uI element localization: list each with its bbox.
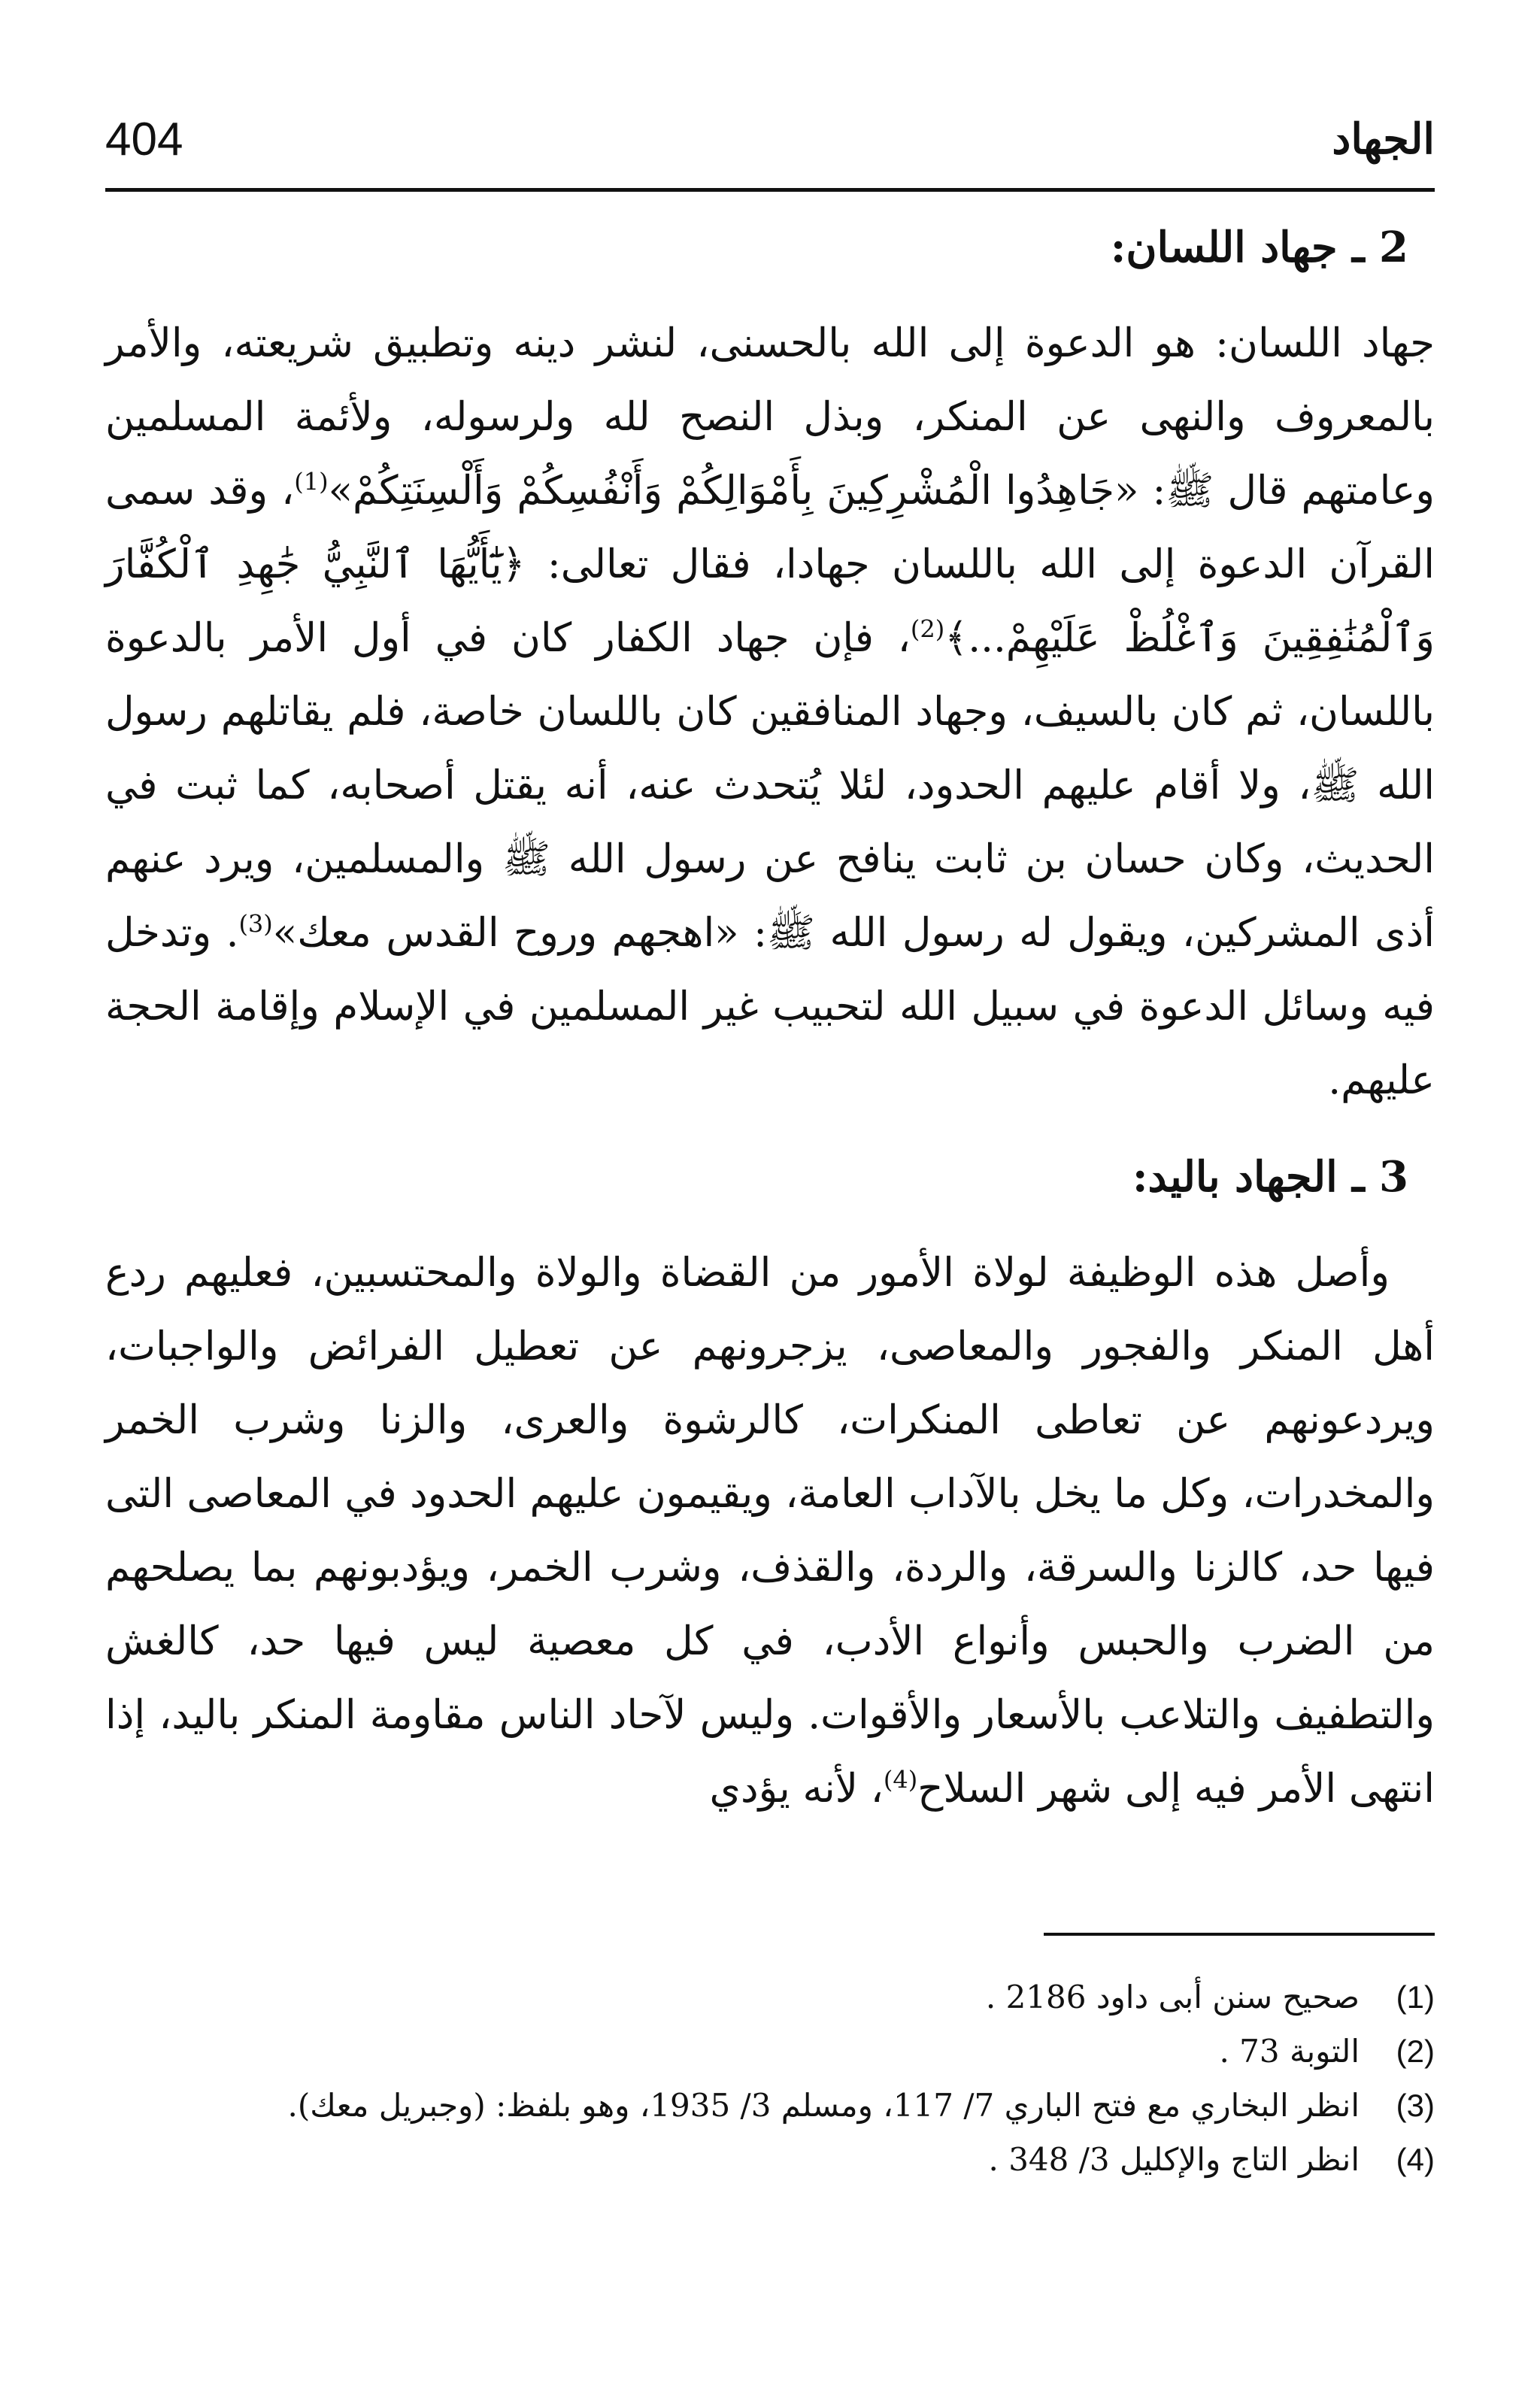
running-title: الجهاد bbox=[1332, 114, 1435, 164]
footnotes bbox=[105, 1970, 1435, 2187]
paragraph-tongue-jihad bbox=[105, 307, 1435, 1118]
footnote-number: (3) bbox=[1396, 2088, 1435, 2123]
footnote-ref: (3) bbox=[238, 909, 273, 939]
footnote-divider bbox=[1044, 1933, 1435, 1936]
text-run: جهاد اللسان: هو الدعوة إلى الله بالحسنى، لنشر دينه وتطبيق شريعته، والأمر بالمعروف والنهى عن المنكر، وبذل النصح لله ولرسوله، ولأئمة المسلمين وعامتهم قال ﷺ: «جَاهِدُوا الْمُشْرِكِينَ بِأَمْوَالِكُمْ وَأَنْفُسِكُمْ وَأَلْسِنَتِكُمْ» bbox=[105, 320, 1435, 514]
footnote-item bbox=[105, 2133, 1435, 2187]
footnote-ref: (1) bbox=[294, 467, 329, 496]
text-run: ، فإن جهاد الكفار كان في أول الأمر بالدعوة باللسان، ثم كان بالسيف، وجهاد المنافقين كان باللسان خاصة، فلم يقاتلهم رسول الله ﷺ، ولا أقام عليهم الحدود، لئلا يُتحدث عنه، أنه يقتل أصحابه، كما ثبت في الحديث، وكان حسان بن ثابت ينافح عن رسول الله ﷺ والمسلمين، ويرد عنهم أذى المشركين، ويقول له رسول الله ﷺ: «اهجهم وروح القدس معك» bbox=[105, 615, 1435, 956]
footnote-text: انظر التاج والإكليل 3/ 348 . bbox=[988, 2141, 1360, 2178]
footnote-text: التوبة 73 . bbox=[1219, 2033, 1360, 2070]
footnote-ref: (4) bbox=[883, 1765, 918, 1794]
footnote-ref: (2) bbox=[910, 614, 945, 644]
footnote-number: (1) bbox=[1396, 1979, 1435, 2015]
text-run: ، وقد سمى القرآن الدعوة إلى الله باللسان جهادا، فقال تعالى: ﴿يَٰٓأَيُّهَا ٱلنَّبِيُّ جَٰهِدِ ٱلْكُفَّارَ وَٱلْمُنَٰفِقِينَ وَٱغْلُظْ عَلَيْهِمْ...﴾ bbox=[105, 468, 1435, 661]
footnote-number: (2) bbox=[1396, 2034, 1435, 2069]
section-heading-hand-jihad: 3 ـ الجهاد باليد: bbox=[1132, 1152, 1408, 1202]
section-heading-tongue-jihad: 2 ـ جهاد اللسان: bbox=[1110, 223, 1408, 272]
page-header bbox=[105, 105, 1435, 192]
text-run: وأصل هذه الوظيفة لولاة الأمور من القضاة والولاة والمحتسبين، فعليهم ردع أهل المنكر والفجور والمعاصى، يزجرونهم عن تعطيل الفرائض والواجبات، ويردعونهم عن تعاطى المنكرات، كالرشوة والعرى، والزنا وشرب الخمر والمخدرات، وكل ما يخل بالآداب العامة، ويقيمون عليهم الحدود في المعاصى التى فيها حد، كالزنا والسرقة، والردة، والقذف، وشرب الخمر، ويؤدبونهم بما يصلحهم من الضرب والحبس وأنواع الأدب، في كل معصية ليس فيها حد، كالغش والتطفيف والتلاعب بالأسعار والأقوات. وليس لآحاد الناس مقاومة المنكر باليد، إذا انتهى الأمر فيه إلى شهر السلاح bbox=[105, 1250, 1435, 1812]
footnote-text: صحيح سنن أبى داود 2186 . bbox=[985, 1979, 1360, 2015]
text-run: ، لأنه يؤدي bbox=[709, 1766, 884, 1812]
footnote-item bbox=[105, 2079, 1435, 2133]
footnote-text: انظر البخاري مع فتح الباري 7/ 117، ومسلم 3/ 1935، وهو بلفظ: (وجبريل معك). bbox=[287, 2087, 1360, 2124]
paragraph-hand-jihad bbox=[105, 1236, 1435, 1826]
main-text bbox=[105, 211, 1435, 1849]
text-run: . وتدخل فيه وسائل الدعوة في سبيل الله لتحبيب غير المسلمين في الإسلام وإقامة الحجة عليهم. bbox=[105, 910, 1435, 1103]
page-number: 404 bbox=[105, 114, 183, 165]
footnote-item bbox=[105, 1970, 1435, 2024]
footnote-item bbox=[105, 2024, 1435, 2079]
footnote-number: (4) bbox=[1396, 2142, 1435, 2177]
